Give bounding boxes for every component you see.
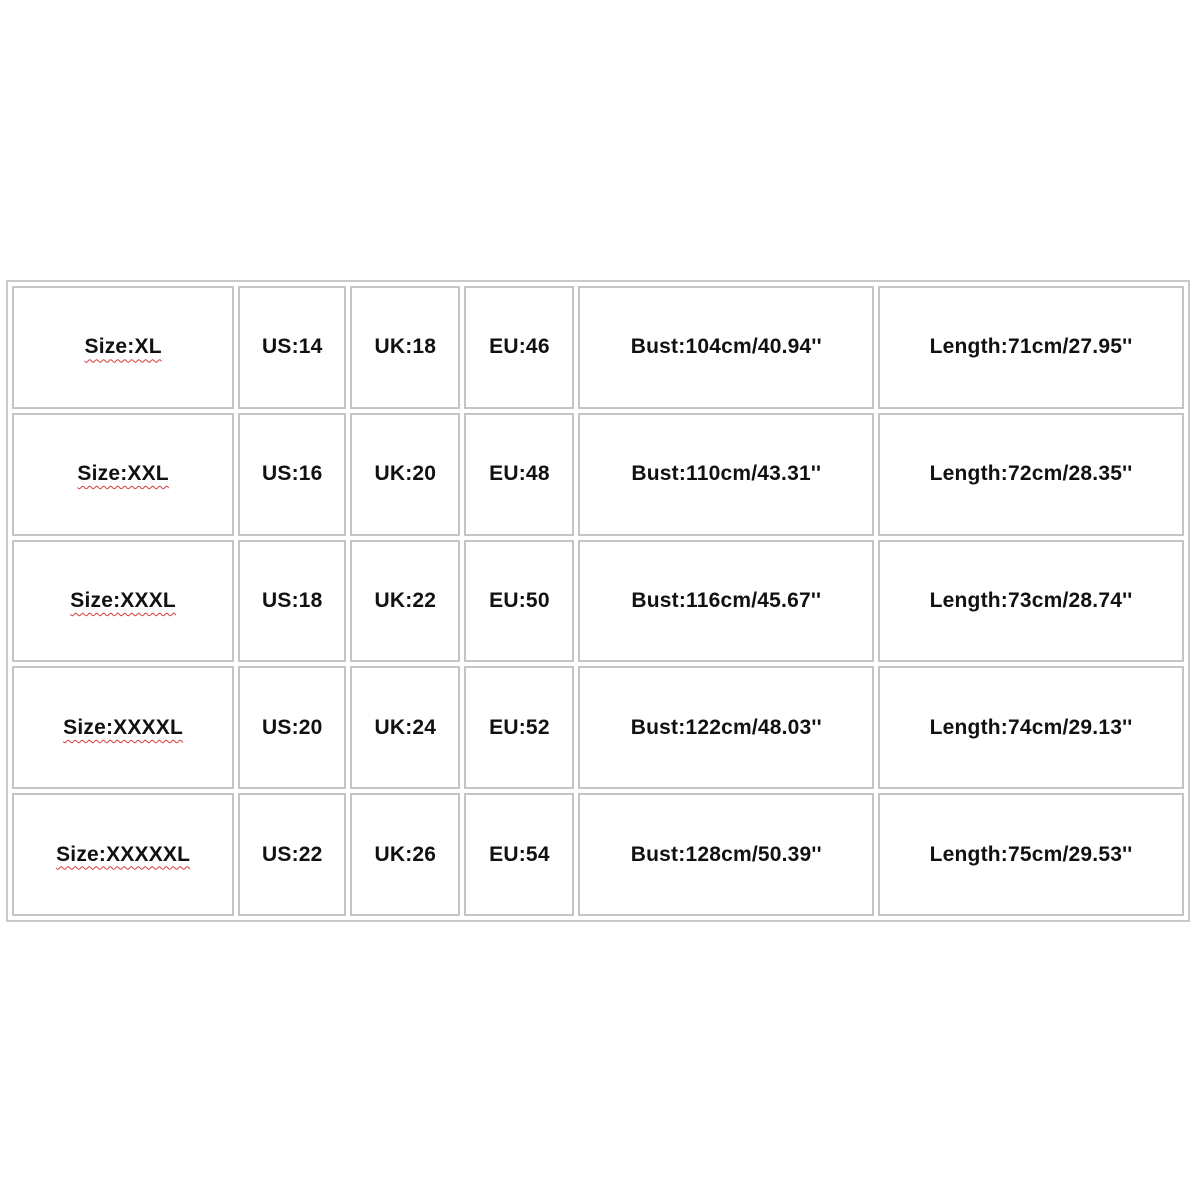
bust-cell: Bust:104cm/40.94''	[578, 286, 874, 409]
table-row	[12, 793, 1184, 916]
bust-cell: Bust:116cm/45.67''	[578, 540, 874, 663]
bust-cell: Bust:110cm/43.31''	[578, 413, 874, 536]
us-size-cell: US:22	[238, 793, 346, 916]
eu-size-cell: EU:50	[464, 540, 574, 663]
bust-cell: Bust:128cm/50.39''	[578, 793, 874, 916]
eu-size-cell: EU:52	[464, 666, 574, 789]
length-cell: Length:75cm/29.53''	[878, 793, 1184, 916]
length-cell: Length:71cm/27.95''	[878, 286, 1184, 409]
eu-size-cell: EU:48	[464, 413, 574, 536]
bust-cell: Bust:122cm/48.03''	[578, 666, 874, 789]
size-cell	[12, 413, 234, 536]
size-cell	[12, 793, 234, 916]
size-label: Size:XL	[84, 335, 162, 359]
us-size-cell: US:18	[238, 540, 346, 663]
size-cell	[12, 666, 234, 789]
table-row	[12, 413, 1184, 536]
uk-size-cell: UK:18	[350, 286, 460, 409]
uk-size-cell: UK:26	[350, 793, 460, 916]
us-size-cell: US:16	[238, 413, 346, 536]
size-label: Size:XXXXXL	[56, 842, 191, 866]
us-size-cell: US:20	[238, 666, 346, 789]
length-cell: Length:72cm/28.35''	[878, 413, 1184, 536]
table-row	[12, 540, 1184, 663]
uk-size-cell: UK:24	[350, 666, 460, 789]
size-label: Size:XXXL	[70, 588, 176, 612]
length-cell: Length:74cm/29.13''	[878, 666, 1184, 789]
table-row	[12, 666, 1184, 789]
size-label: Size:XXXXL	[63, 715, 184, 739]
table-row	[12, 286, 1184, 409]
size-cell	[12, 286, 234, 409]
eu-size-cell: EU:46	[464, 286, 574, 409]
length-cell: Length:73cm/28.74''	[878, 540, 1184, 663]
eu-size-cell: EU:54	[464, 793, 574, 916]
us-size-cell: US:14	[238, 286, 346, 409]
size-label: Size:XXL	[77, 462, 169, 486]
uk-size-cell: UK:22	[350, 540, 460, 663]
size-chart-table	[6, 280, 1190, 922]
size-cell	[12, 540, 234, 663]
uk-size-cell: UK:20	[350, 413, 460, 536]
